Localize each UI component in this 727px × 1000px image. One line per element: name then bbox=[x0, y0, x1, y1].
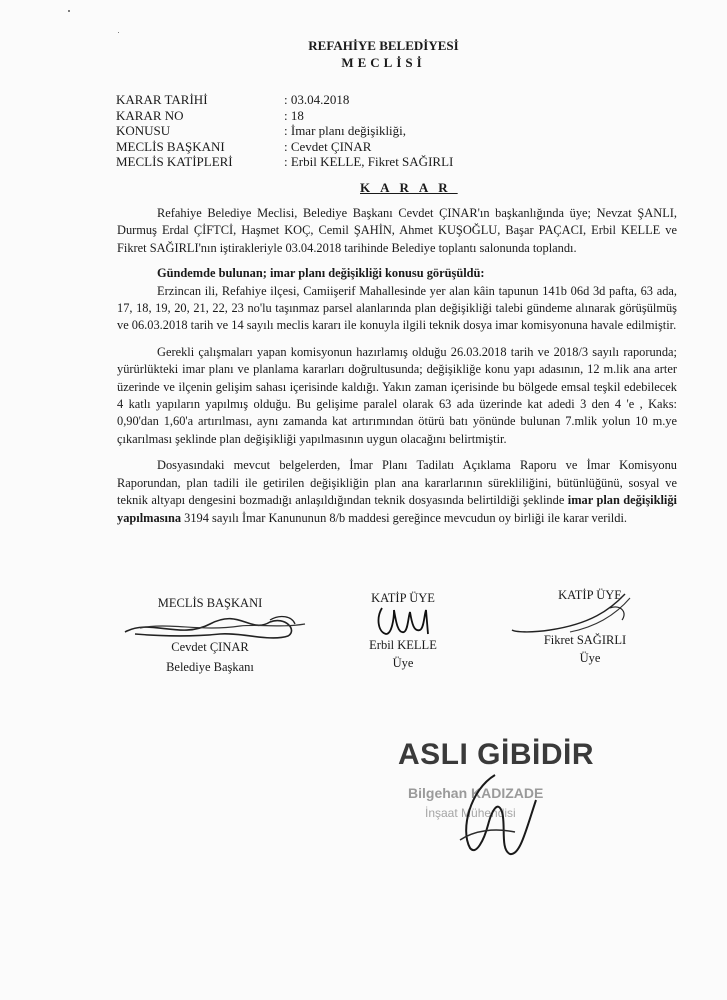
paragraph-1: Erzincan ili, Refahiye ilçesi, Camiişerif Mahallesinde yer alan kâin tapunun 141b 06d 3d pafta, 63 ada, 17, 18, 19, 20, 21, 22, 23 no'lu taşınmaz parsel alanlarında plan değişikliği talebi gündeme alınarak görüşülmüş ve 06.03.2018 tarih ve 14 sayılı meclis kararı ile konuyla ilgili teknik dosya imar komisyonuna havale edilmiştir. bbox=[117, 283, 677, 333]
stamp-signature-scribble bbox=[440, 770, 550, 860]
decision-meta bbox=[116, 92, 453, 170]
agenda-heading: Gündemde bulunan; imar planı değişikliği konusu görüşüldü: bbox=[157, 266, 485, 281]
paragraph-2: Gerekli çalışmaları yapan komisyonun hazırlamış olduğu 26.03.2018 tarih ve 2018/3 sayılı raporunda; yürürlükteki imar planı ve planlama kararları doğrultusunda; değişikliğe konu yapı adasının, 12 m.lik ana arter üzerinde ve ilçenin gelişim sahası içerisinde kaldığı. Yakın zaman içerisinde bu bölgede emsal teşkil edebilecek 4 katlı yapıların yapılmış olduğu. Bu gelişime paralel olarak 63 ada üzerinde kat adedi 3 den 4 'e , Kaks: 0,90'dan 1,60'a artırılması, aynı zamanda kat artırımından ötürü batı yönünde bulunan 7.mlik yolun 10 m.ye çıkarılması şeklinde plan değişikliği yapılmasının uygun olacağını belirtmiştir. bbox=[117, 344, 677, 446]
stamp-engineer-title: İnşaat Mühendisi bbox=[425, 806, 516, 820]
katip1-title: KATİP ÜYE bbox=[371, 591, 435, 605]
meta-row-number bbox=[116, 108, 453, 124]
katip2-title: KATİP ÜYE bbox=[558, 588, 622, 602]
karar-heading: KARAR bbox=[360, 180, 458, 195]
header-council: MECLİSİ bbox=[341, 55, 426, 70]
meta-label: KONUSU bbox=[116, 123, 171, 138]
meta-value: : 03.04.2018 bbox=[284, 92, 350, 107]
meta-value: : İmar planı değişikliği, bbox=[284, 123, 407, 138]
header-institution: REFAHİYE BELEDİYESİ bbox=[308, 38, 459, 53]
paragraph-3 bbox=[117, 457, 677, 527]
intro-paragraph: Refahiye Belediye Meclisi, Belediye Başkanı Cevdet ÇINAR'ın başkanlığında üye; Nevzat ŞANLI, Durmuş Erdal ÇİFTCİ, Haşmet KOÇ, Cemil ŞAHİN, Ahmet KUŞOĞLU, Başar PAÇACI, Erbil KELLE ve Fikret SAĞIRLI'nın iştirakleriyle 03.04.2018 tarihinde Belediye toplantı salonunda toplandı. bbox=[117, 206, 677, 255]
katip1-name: Erbil KELLE bbox=[369, 638, 437, 652]
meta-value: : Cevdet ÇINAR bbox=[284, 138, 372, 154]
scan-speck bbox=[68, 10, 70, 12]
katip2-role: Üye bbox=[579, 651, 601, 665]
meta-row-clerks bbox=[116, 154, 453, 170]
chair-name: Cevdet ÇINAR bbox=[171, 640, 249, 654]
meta-row-date bbox=[116, 92, 453, 108]
paragraph-3-emphasis: imar plan değişikliği yapılmasına bbox=[117, 493, 678, 525]
katip1-role: Üye bbox=[392, 656, 414, 670]
meta-label: KARAR NO bbox=[116, 107, 184, 123]
certified-copy-stamp: ASLI GİBİDİR bbox=[398, 738, 595, 771]
stamp-engineer-name: Bilgehan KADIZADE bbox=[408, 785, 544, 801]
katip2-name: Fikret SAĞIRLI bbox=[543, 633, 627, 647]
meta-row-subject bbox=[116, 123, 453, 139]
meta-label: KARAR TARİHİ bbox=[116, 92, 208, 107]
meta-value: : 18 bbox=[284, 107, 304, 123]
chair-title: MECLİS BAŞKANI bbox=[157, 596, 263, 610]
paragraph-3-text: Dosyasındaki mevcut belgelerden, İmar Planı Tadilatı Açıklama Raporu ve İmar Komisyonu Raporundan, plan tadili ile getirilen değişikliğin plan ana kararlarının sürekliliğini, bütünlüğünü, sosyal ve teknik altyapı dengesini bozmadığı anlaşıldığından teknik dosyasında belirtildiği şeklinde bbox=[117, 458, 677, 508]
meta-label: MECLİS KATİPLERİ bbox=[116, 154, 233, 169]
katip1-signature-scribble bbox=[372, 598, 442, 643]
meta-row-chair bbox=[116, 139, 453, 155]
meta-value: : Erbil KELLE, Fikret SAĞIRLI bbox=[284, 154, 454, 169]
decision-body bbox=[117, 205, 677, 527]
meta-label: MECLİS BAŞKANI bbox=[116, 138, 225, 154]
paragraph-3-text-end: 3194 sayılı İmar Kanununun 8/b maddesi gereğince mevcudun oy birliği ile karar verildi. bbox=[181, 510, 627, 525]
scan-speck bbox=[118, 32, 119, 33]
chair-role: Belediye Başkanı bbox=[166, 660, 254, 674]
